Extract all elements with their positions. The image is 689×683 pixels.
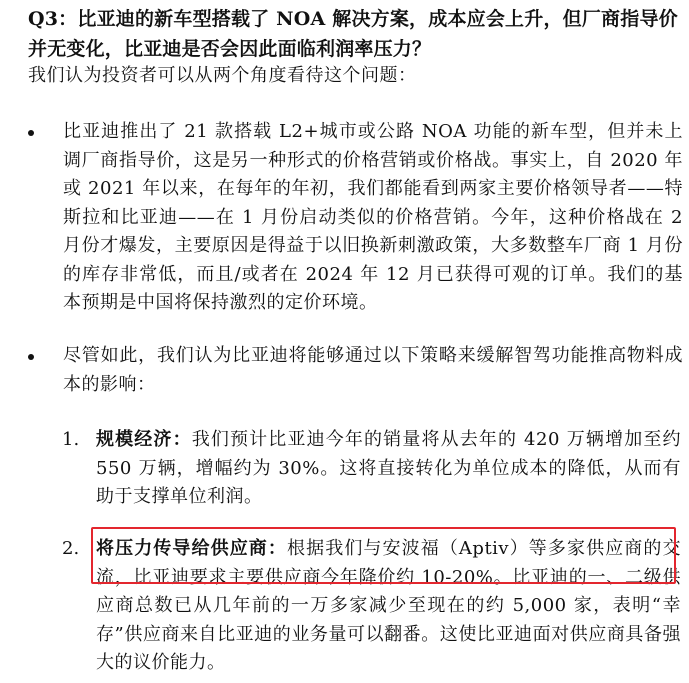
bullet-text: 尽管如此，我们认为比亚迪将能够通过以下策略来缓解智驾功能推高物料成本的影响： <box>63 345 683 395</box>
item-text <box>96 426 681 512</box>
question-title: Q3：比亚迪的新车型搭载了 NOA 解决方案，成本应会上升，但厂商指导价并无变化，比亚迪是否会因此面临利润率压力？ <box>28 8 678 60</box>
bullet-dot-icon <box>28 354 34 360</box>
bullet-text: 比亚迪推出了 21 款搭载 L2+城市或公路 NOA 功能的新车型，但并未上调厂商指导价，这是另一种形式的价格营销或价格战。事实上，自 2020 年或 2021 年以来，在每年的年初，我们都能看到两家主要价格领导者——特斯拉和比亚迪——在 1 月份启动类似的价格营销。今年，这种价格战在 2 月份才爆发，主要原因是得益于以旧换新刺激政策，大多数整车厂商 1 月份的库存非常低，而且/或者在 2024 年 12 月已获得可观的订单。我们的基本预期是中国将保持激烈的定价环境。 <box>63 121 683 313</box>
item-heading: 将压力传导给供应商： <box>96 538 288 559</box>
item-body: 我们预计比亚迪今年的销量将从去年的 420 万辆增加至约 550 万辆，增幅约为 30%。这将直接转化为单位成本的降低，从而有助于支撑单位利润。 <box>96 429 681 507</box>
item-body: 根据我们与安波福（Aptiv）等多家供应商的交流，比亚迪要求主要供应商今年降价约 10-20%。比亚迪的一、二级供应商总数已从几年前的一万多家减少至现在的约 5,000 家，表明“幸存”供应商来自比亚迪的业务量可以翻番。这使比亚迪面对供应商具备强大的议价能力。 <box>96 538 682 673</box>
item-number: 1. <box>62 429 80 450</box>
highlight-annotation-box <box>91 527 676 584</box>
intro-paragraph: 我们认为投资者可以从两个角度看待这个问题： <box>28 65 417 86</box>
bullet-dot-icon <box>28 130 34 136</box>
item-heading: 规模经济： <box>96 429 192 450</box>
item-number: 2. <box>62 538 80 559</box>
